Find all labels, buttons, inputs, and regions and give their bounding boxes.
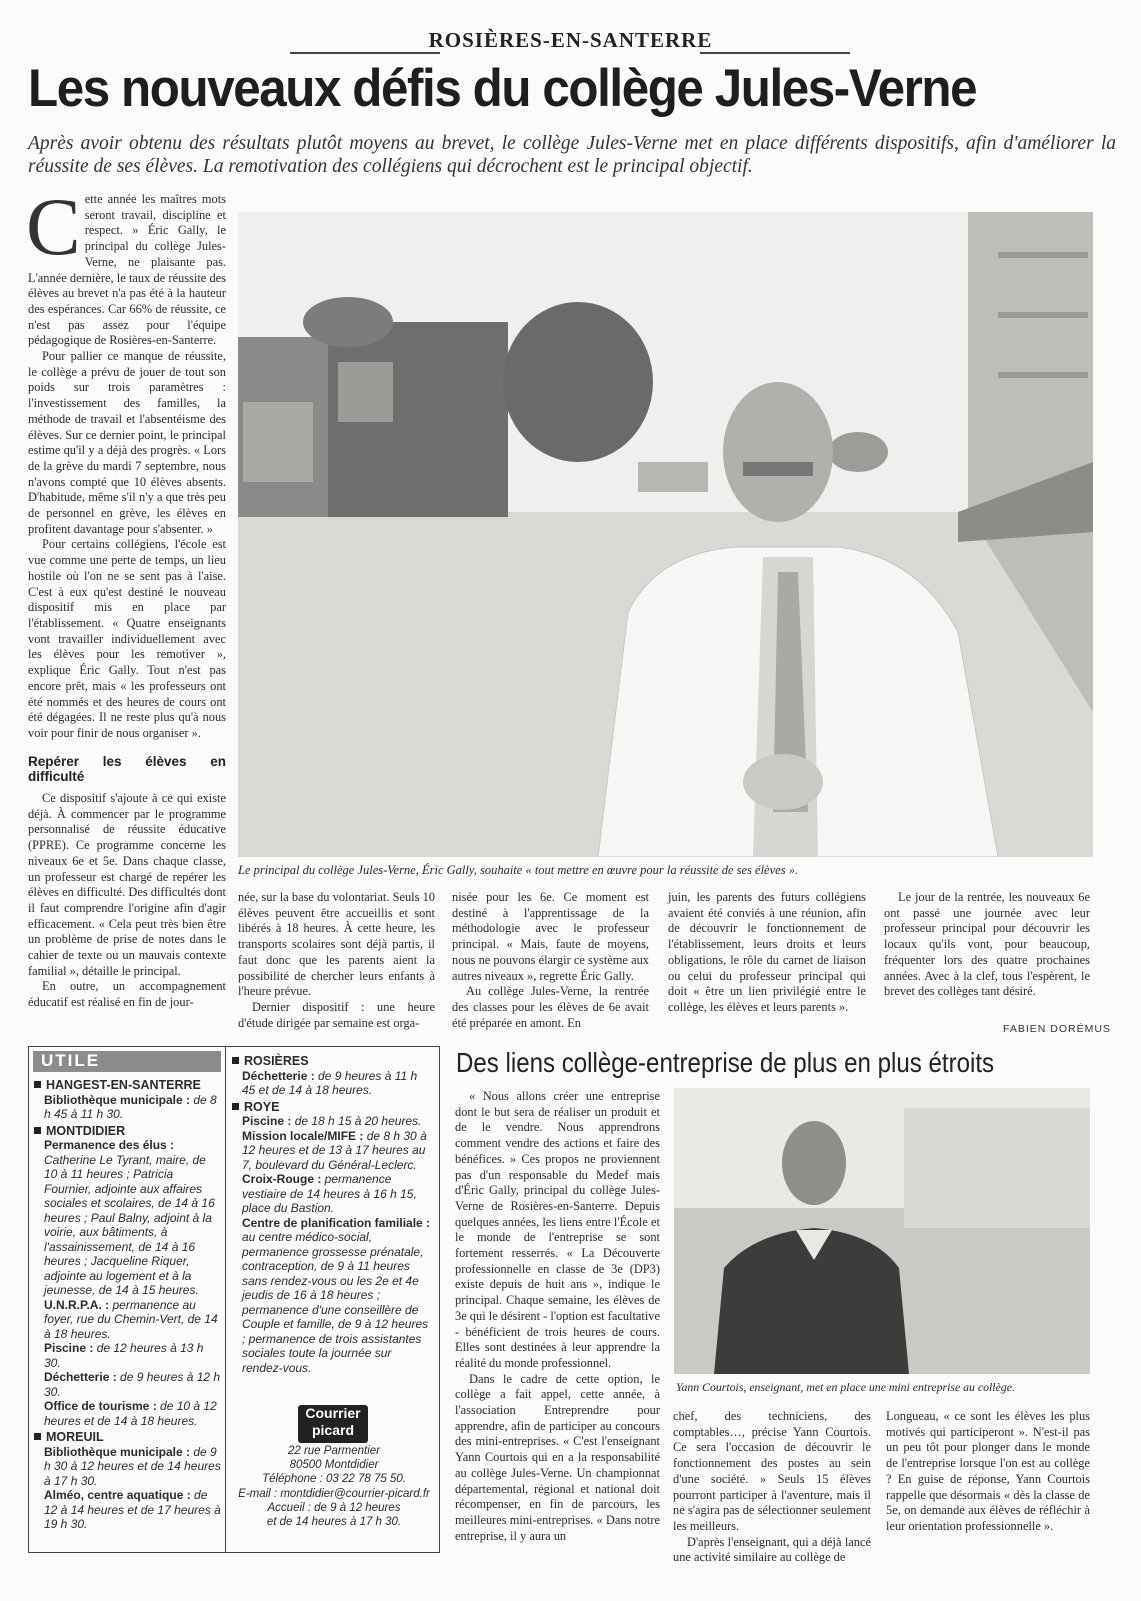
utile-city: ROYE — [232, 1100, 432, 1115]
utile-item-text: permanence vestiaire de 14 heures à 16 h 15, place du Bastion. — [242, 1172, 417, 1215]
utile-item — [242, 1172, 432, 1216]
address-line: Téléphone : 03 22 78 75 50. — [262, 1473, 406, 1486]
utile-item-label: Bibliothèque municipale : — [44, 1092, 194, 1107]
utile-item-label: Alméo, centre aquatique : — [44, 1488, 195, 1502]
utile-item — [44, 1445, 222, 1489]
utile-item-text: permanence au foyer, rue du Chemin-Vert, de 14 à 18 heures. — [44, 1297, 218, 1341]
office-address — [236, 1444, 432, 1529]
utile-item — [44, 1341, 222, 1370]
utile-column-2 — [232, 1052, 432, 1375]
utile-item — [242, 1129, 432, 1173]
utile-item-label: Permanence des élus : — [44, 1138, 175, 1152]
utile-item-label: Centre de planification familiale : — [242, 1215, 431, 1230]
utile-item — [44, 1370, 222, 1399]
utile-item-text: au centre médico-social, permanence grossesse prénatale, contraception, de 9 à 11 heures sans rendez-vous ou les 2e et 4e jeudis de 16 à 18 heures ; permanence d'une conseillère de Couple et famille, de 9 à 12 heures ; permanence de trois assistantes sociales toute la journée sur rendez-vous. — [242, 1230, 429, 1375]
paragraph: Ce dispositif s'ajoute à ce qui existe déjà. À commencer par le programme personnalisé de réussite éducative (PPRE). Ce programme concerne les niveaux 6e et 5e. Dans chaque classe, un professeur est chargé de repérer les élèves en difficulté. Des difficultés dont il faut comprendre l'origine afin d'agir efficacement. « Cela peut très bien être un problème de prise de notes dans le cahier de texte ou un mauvais contexte familial », détaille le principal. — [28, 791, 226, 978]
utile-item — [44, 1093, 222, 1122]
article2-column-2 — [673, 1409, 871, 1566]
secondary-headline: Des liens collège-entreprise de plus en plus étroits — [456, 1047, 995, 1078]
utile-item-label: Déchetterie : — [44, 1370, 121, 1384]
logo-line-2: picard — [311, 1422, 354, 1438]
address-line: et de 14 heures à 17 h 30. — [266, 1516, 402, 1529]
paragraph: née, sur la base du volontariat. Seuls 10 élèves peuvent être accueillis et sont libérés à 18 heures. À cette heure, les transports scolaires sont déjà partis, il faut donc que les parents aient la possibilité de chercher leurs enfants à l'heure prévue. — [238, 890, 435, 999]
utile-city: ROSIÈRES — [232, 1054, 432, 1069]
utile-item-text: de 9 h 30 à 12 heures et de 14 heures à 17 h 30. — [44, 1444, 221, 1488]
utile-item-text: de 9 heures à 12 h 30. — [44, 1370, 221, 1399]
address-line: E-mail : montdidier@courrier-picard.fr — [238, 1487, 430, 1500]
article2-column-3 — [886, 1409, 1090, 1535]
photo-teacher — [674, 1088, 1090, 1374]
utile-city: MONTDIDIER — [34, 1124, 222, 1139]
article-column-1 — [26, 181, 226, 1011]
utile-item-text: de 8 h 45 à 11 h 30. — [44, 1092, 217, 1121]
article-column-3 — [452, 890, 649, 1031]
photo-illustration-2 — [674, 1088, 1090, 1374]
paragraph: Le jour de la rentrée, les nouveaux 6e ont passé une journée avec leur professeur principal pour découvrir les locaux qu'ils vont, pour beaucoup, fréquenter lors des quatre prochaines années. Avec à la clef, tous l'espèrent, le brevet des collèges tant désiré. — [884, 890, 1090, 999]
paragraph: Dernier dispositif : une heure d'étude dirigée par semaine est orga- — [238, 999, 435, 1030]
utile-item-label: Croix-Rouge : — [242, 1172, 325, 1186]
logo-line-1: Courrier — [305, 1405, 361, 1421]
photo-illustration — [238, 212, 1093, 857]
utile-item-text: de 12 heures à 13 h 30. — [44, 1341, 204, 1370]
utile-item — [242, 1069, 432, 1098]
utile-header — [33, 1051, 221, 1072]
utile-item — [242, 1216, 432, 1376]
utile-item — [242, 1114, 432, 1129]
article-column-4 — [668, 890, 866, 1016]
section-kicker: ROSIÈRES-EN-SANTERRE — [428, 28, 713, 52]
utile-item-label: U.N.R.P.A. : — [44, 1297, 113, 1312]
paragraph: ette année les maîtres mots seront travail, discipline et respect. » Éric Gally, le principal du collège Jules-Verne, ne plaisante pas. L'année dernière, le taux de réussite des élèves au brevet n'a pas été à la hauteur des espérances. Car 66% de réussite, ce n'est pas assez pour l'équipe pédagogique de Rosières-en-Santerre. — [28, 192, 226, 348]
address-line: Accueil : de 9 à 12 heures — [267, 1501, 401, 1514]
utile-item-label: Office de tourisme : — [44, 1399, 161, 1413]
headline: Les nouveaux défis du collège Jules-Verne — [28, 59, 977, 118]
utile-item — [44, 1488, 222, 1532]
paragraph: Pour certains collégiens, l'école est vue comme une perte de temps, un lieu hostile où l'on ne se sent pas à l'aise. C'est à eux qu'est destiné le nouveau dispositif mis en place par l'établissement. « Quatre enseignants vont travailler individuellement avec les élèves pour les remotiver », explique Éric Gally. Tout n'est pas encore prêt, mais « les professeurs ont été nommés et des heures de cours ont été dégagées. Il ne reste plus qu'à nous voir pour finir de nous organiser ». — [28, 537, 226, 740]
utile-item — [44, 1399, 222, 1428]
utile-item-text: de 18 h 15 à 20 heures. — [294, 1114, 422, 1128]
utile-item-text: Catherine Le Tyrant, maire, de 10 à 11 heures ; Patricia Fournier, adjointe aux affaires sociales et scolaires, de 14 à 16 heures ; Paul Balny, adjoint à la voirie, aux bâtiments, à l'assainissement, de 14 à 16 heures ; Jacqueline Riquer, adjointe au logement et à la jeunesse, de 14 à 15 heures. — [44, 1152, 215, 1297]
paragraph: Au collège Jules-Verne, la rentrée des classes pour les élèves de 6e avait été préparée en amont. En — [452, 984, 649, 1030]
paragraph: juin, les parents des futurs collégiens avaient été conviés à une réunion, afin de découvrir le fonctionnement de l'établissement, leurs droits et leurs obligations, le rôle du carnet de liaison ou celui du professeur principal qui doit « être un lien privilégié entre le collège, les élèves et leurs parents ». — [668, 890, 866, 1014]
paragraph: Pour pallier ce manque de réussite, le collège a prévu de jouer de tout son poids sur trois paramètres : l'investissement des familles, la méthode de travail et l'absentéisme des élèves. Sur ce dernier point, le principal estime qu'il y a déjà des progrès. « Lors de la grève du mardi 7 septembre, nous n'avons compté que 10 élèves absents. D'habitude, même s'il n'y a que très peu de personnel en grève, les élèves en profitent davantage pour s'absenter. » — [28, 349, 226, 536]
byline: FABIEN DORÉMUS — [1003, 1023, 1111, 1035]
paragraph: « Nous allons créer une entreprise dont le but sera de réaliser un produit et de le vendre. Nous apprendrons comment vendre des actions et faire des bénéfices. » Ces propos ne proviennent pas d'un responsable du Medef mais d'Éric Gally, principal du collège Jules-Verne de Rosières-en-Santerre. Depuis quelques années, les liens entre l'École et le monde de l'entreprise se sont fortement resserrés. « La Découverte professionnelle en classe de 3e (DP3) existe depuis de huit ans », indique le principal. Chaque semaine, les élèves de 3e qui le désirent - l'option est facultative - bénéficient de trois heures de cours. Elles sont destinées à leur apprendre la réalité du monde professionnel. — [455, 1089, 660, 1370]
utile-label: UTILE — [41, 1051, 101, 1070]
utile-item-label: Bibliothèque municipale : — [44, 1444, 194, 1459]
standfirst: Après avoir obtenu des résultats plutôt moyens au brevet, le collège Jules-Verne met en place différents dispositifs, afin d'améliorer la réussite de ses élèves. La remotivation des collégiens qui décrochent est le principal objectif. — [28, 133, 1116, 177]
photo-caption-2: Yann Courtois, enseignant, met en place une mini entreprise au collège. — [676, 1380, 1015, 1394]
utile-item-text: de 10 à 12 heures et de 14 à 18 heures. — [44, 1399, 217, 1428]
paragraph: Longueau, « ce sont les élèves les plus motivés qui participeront ». N'est-il pas un peu tôt pour plonger dans le monde de l'entreprise lorsque l'on est au collège ? En guise de réponse, Yann Courtois rappelle que désormais « dès la classe de 5e, on demande aux élèves de réfléchir à leur orientation professionnelle ». — [886, 1409, 1090, 1533]
address-line: 80500 Montdidier — [289, 1459, 379, 1472]
paragraph: En outre, un accompagnement éducatif est réalisé en fin de jour- — [28, 979, 226, 1010]
article-column-5 — [884, 890, 1090, 1000]
utile-item-label: Piscine : — [242, 1114, 295, 1128]
utile-item — [44, 1138, 222, 1298]
article-column-2 — [238, 890, 435, 1031]
address-line: 22 rue Parmentier — [287, 1445, 381, 1457]
paragraph: nisée pour les 6e. Ce moment est destiné à l'apprentissage de la méthodologie avec le professeur principal. « Mais, faute de moyens, nous ne pouvons élargir ce système aux autres niveaux », regrette Éric Gally. — [452, 890, 649, 983]
paragraph: D'après l'enseignant, qui a déjà lancé une activité similaire au collège de — [673, 1534, 871, 1565]
utile-item-text: de 9 heures à 11 h 45 et de 14 à 18 heures. — [242, 1068, 418, 1097]
utile-item-label: Déchetterie : — [242, 1068, 319, 1083]
photo-principal — [238, 212, 1093, 857]
courrier-picard-logo — [298, 1405, 368, 1443]
article2-column-1 — [455, 1089, 660, 1544]
subheading: Repérer les élèves en difficulté — [28, 753, 226, 785]
utile-item-label: Piscine : — [44, 1341, 97, 1355]
photo-caption: Le principal du collège Jules-Verne, Éric Gally, souhaite « tout mettre en œuvre pour la réussite de ses élèves ». — [238, 863, 799, 877]
utile-item-text: de 8 h 30 à 12 heures et de 13 à 17 heures au 7, boulevard du Général-Leclerc. — [242, 1128, 427, 1172]
drop-cap: C — [26, 181, 81, 272]
utile-city: HANGEST-EN-SANTERRE — [34, 1078, 222, 1093]
utile-column-1 — [34, 1076, 222, 1532]
utile-item-text: de 12 à 14 heures et de 17 heures à 19 h 30. — [44, 1488, 221, 1531]
paragraph: Dans le cadre de cette option, le collège a fait appel, cette année, à l'association Entreprendre pour apprendre, afin de participer au concours des mini-entreprises. « C'est l'enseignant Yann Courtois qui en a la responsabilité au collège Jules-Verne. Un championnat départemental, régional et national doit récompenser, en fin de parcours, les meilleures mini-entreprises. « Dans notre entreprise, il y aura un — [455, 1371, 660, 1543]
paragraph: chef, des techniciens, des comptables…, précise Yann Courtois. Ce sera l'occasion de découvrir le fonctionnement des postes au sein d'une société. » Seuls 15 élèves pourront participer à l'aventure, mais il ne s'agira pas de sélectionner seulement les meilleurs. — [673, 1409, 871, 1533]
utile-city: MOREUIL — [34, 1430, 222, 1445]
utile-item — [44, 1298, 222, 1342]
utile-item-label: Mission locale/MIFE : — [242, 1128, 367, 1143]
